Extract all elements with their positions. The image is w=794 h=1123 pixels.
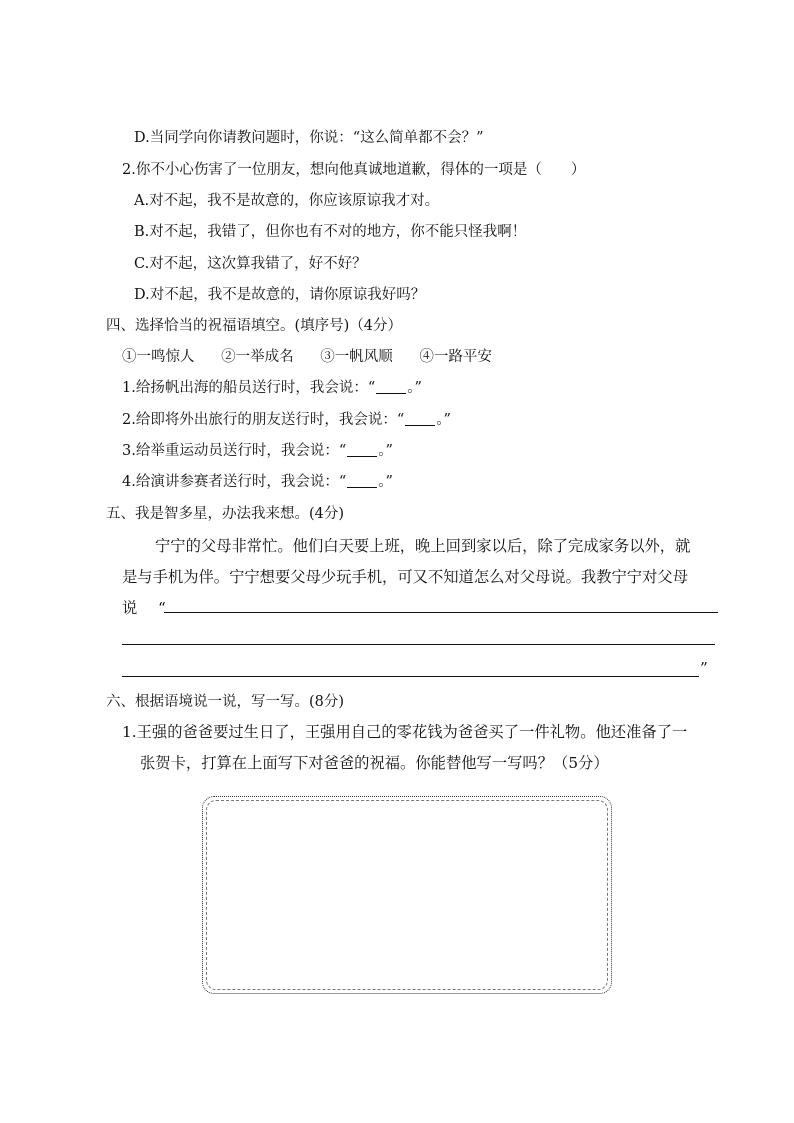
choice-2: ②一举成名: [221, 349, 294, 365]
q1-option-d: D.当同学向你请教问题时，你说：“这么简单都不会？”: [134, 130, 484, 146]
answer-blank[interactable]: [405, 411, 435, 426]
section5-title: 五、我是智多星，办法我来想。(4分): [106, 506, 345, 522]
item-end: 。”: [378, 443, 393, 459]
item-text: 3.给举重运动员送行时，我会说：“: [122, 443, 347, 459]
greeting-card-writing-area[interactable]: [206, 800, 608, 990]
answer-blank[interactable]: [347, 442, 377, 457]
answer-blank[interactable]: [376, 379, 406, 394]
blessing-item-4: [122, 472, 393, 492]
q2-stem: 2.你不小心伤害了一位朋友，想向他真诚地道歉，得体的一项是（ ）: [122, 162, 586, 178]
blessing-choices: [122, 347, 492, 367]
item-end: 。”: [378, 474, 393, 490]
item-text: 1.给扬帆出海的船员送行时，我会说：“: [122, 380, 376, 396]
blessing-item-1: [122, 378, 422, 398]
item-end: 。”: [407, 380, 422, 396]
choice-3: ③一帆风顺: [320, 349, 393, 365]
blessing-item-3: [122, 441, 393, 461]
answer-blank[interactable]: [347, 473, 377, 488]
q2-option-a: A.对不起，我不是故意的，你应该原谅我才对。: [134, 193, 440, 209]
scenario-line-1: 宁宁的父母非常忙。他们白天要上班，晚上回到家以后，除了完成家务以外，就: [155, 537, 691, 555]
q2-option-c: C.对不起，这次算我错了，好不好？: [134, 256, 367, 272]
open-quote: “: [158, 599, 166, 617]
answer-line-2[interactable]: [122, 644, 715, 645]
q6-1-line-1: 1.王强的爸爸要过生日了，王强用自己的零花钱为爸爸买了一件礼物。他还准备了一: [122, 723, 688, 741]
blessing-item-2: [122, 410, 451, 430]
q2-option-b: B.对不起，我错了，但你也有不对的地方，你不能只怪我啊！: [134, 224, 527, 240]
q6-1-line-2: 张贺卡，打算在上面写下对爸爸的祝福。你能替他写一写吗？（5分）: [140, 754, 609, 772]
answer-line-3[interactable]: [122, 676, 699, 677]
close-quote: ”: [700, 659, 708, 677]
say-label: 说: [122, 599, 138, 617]
choice-4: ④一路平安: [419, 349, 492, 365]
choice-1: ①一鸣惊人: [122, 349, 195, 365]
item-text: 4.给演讲参赛者送行时，我会说：“: [122, 474, 347, 490]
section4-title: 四、选择恰当的祝福语填空。(填序号)（4分）: [106, 318, 403, 334]
section6-title: 六、根据语境说一说，写一写。(8分): [106, 694, 345, 710]
scenario-line-2: 是与手机为伴。宁宁想要父母少玩手机，可又不知道怎么对父母说。我教宁宁对父母: [122, 568, 688, 586]
answer-line-1[interactable]: [164, 612, 718, 613]
item-end: 。”: [436, 412, 451, 428]
item-text: 2.给即将外出旅行的朋友送行时，我会说：“: [122, 412, 405, 428]
q2-option-d: D.对不起，我不是故意的，请你原谅我好吗？: [134, 287, 426, 303]
